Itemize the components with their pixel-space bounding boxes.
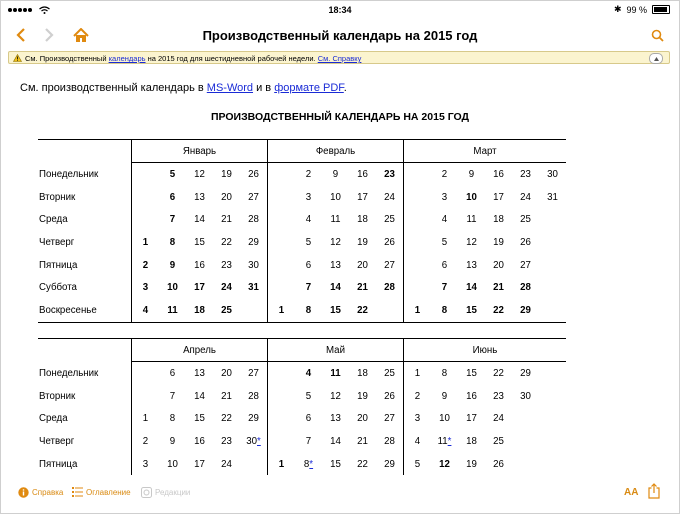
date-cell — [512, 430, 539, 453]
date-cell: 27 — [384, 259, 395, 271]
date-cell: 9 — [441, 390, 448, 402]
date-cell: 12 — [439, 458, 450, 470]
date-cell: 17 — [357, 191, 368, 203]
date-cell: 23 — [384, 168, 395, 180]
date-cell: 6 — [305, 413, 312, 425]
date-cell: 15 — [322, 299, 349, 322]
date-cell: 26 — [520, 236, 531, 248]
help-label: Справка — [32, 488, 64, 497]
date-cell: 22 — [221, 236, 232, 248]
date-cell: 1 — [268, 299, 296, 322]
date-cell: 22 — [493, 367, 504, 379]
date-cell: 25 — [213, 299, 240, 322]
pdf-link[interactable]: формате PDF — [274, 82, 344, 94]
date-cell — [132, 163, 160, 186]
banner-text-2: на 2015 год для шестидневной рабочей недели. — [145, 54, 318, 63]
navigation-bar — [0, 20, 680, 50]
date-cell: 28 — [248, 390, 259, 402]
calendar-row — [38, 362, 566, 385]
date-cell: 3 — [441, 191, 448, 203]
calendar-row — [38, 254, 566, 277]
bottom-toolbar — [0, 479, 680, 505]
month-header: Июнь — [404, 339, 567, 362]
share-icon — [648, 483, 660, 499]
date-cell: 26 — [493, 458, 504, 470]
date-cell: 29 — [248, 236, 259, 248]
clock: 18:34 — [328, 5, 352, 15]
date-cell: 1 — [404, 362, 432, 385]
date-cell: 22 — [485, 299, 512, 322]
date-cell: 21 — [493, 282, 504, 294]
date-cell: 5 — [305, 390, 312, 402]
date-cell: 16 — [194, 259, 205, 271]
date-cell: 6 — [441, 259, 448, 271]
date-cell: 11 — [159, 299, 186, 322]
date-cell: 25 — [384, 214, 395, 226]
date-cell — [512, 453, 539, 476]
editions-icon — [141, 487, 152, 498]
date-cell: 17 — [466, 413, 477, 425]
date-cell: 23 — [520, 168, 531, 180]
date-cell — [539, 208, 566, 231]
date-cell: 16 — [357, 168, 368, 180]
date-cell: 12 — [330, 236, 341, 248]
banner-collapse-button[interactable] — [649, 53, 663, 64]
date-cell — [268, 276, 296, 299]
date-cell: 14 — [466, 282, 477, 294]
date-cell: 24 — [520, 191, 531, 203]
calendar-row — [38, 186, 566, 209]
date-cell: 4 — [441, 214, 448, 226]
date-cell: 3 — [404, 407, 432, 430]
date-cell — [268, 362, 296, 385]
date-cell — [404, 208, 432, 231]
date-cell — [539, 231, 566, 254]
date-cell: 8 — [441, 367, 448, 379]
date-cell: 6 — [169, 191, 176, 203]
search-icon — [651, 29, 664, 42]
calendar-row — [38, 163, 566, 186]
editions-button[interactable] — [141, 487, 190, 498]
date-cell: 19 — [466, 458, 477, 470]
date-cell: 20 — [493, 259, 504, 271]
date-cell — [404, 231, 432, 254]
date-cell: 23 — [221, 259, 232, 271]
date-cell: 5 — [441, 236, 448, 248]
date-cell: 7 — [305, 282, 312, 294]
date-cell: 28 — [248, 214, 259, 226]
date-cell: 15 — [194, 413, 205, 425]
footnote-asterisk-link[interactable]: * — [309, 458, 314, 470]
status-bar — [0, 0, 680, 20]
intro-text-2: и в — [253, 82, 275, 94]
date-cell: 6 — [305, 259, 312, 271]
calendar-row — [38, 276, 566, 299]
banner-help-link[interactable]: См. Справку — [317, 54, 362, 63]
month-header-row — [38, 339, 566, 362]
banner-calendar-link[interactable]: календарь — [108, 54, 146, 63]
date-cell: 5 — [404, 453, 432, 476]
intro-text-3: . — [343, 82, 347, 94]
date-cell: 1 — [132, 407, 160, 430]
footnote-asterisk-link[interactable]: * — [447, 435, 452, 447]
date-cell: 2 — [132, 254, 160, 277]
date-cell: 15 — [458, 299, 485, 322]
bluetooth-icon: ✱ — [613, 4, 622, 14]
date-cell: 11 — [330, 214, 341, 226]
date-cell — [539, 362, 566, 385]
date-cell: 9 — [468, 168, 475, 180]
date-cell: 18 — [186, 299, 213, 322]
date-cell: 23 — [493, 390, 504, 402]
date-cell: 8 — [169, 413, 176, 425]
date-cell: 29 — [384, 458, 395, 470]
date-cell: 8 — [295, 299, 322, 322]
date-cell: 28 — [384, 282, 395, 294]
weekday-label: Четверг — [39, 236, 75, 248]
date-cell: 10 — [330, 191, 341, 203]
date-cell: 10 — [466, 191, 477, 203]
date-cell: 27 — [248, 191, 259, 203]
weekday-label: Суббота — [39, 282, 77, 294]
date-cell — [404, 163, 432, 186]
battery-percent: 99 % — [626, 4, 647, 15]
calendar-row — [38, 453, 566, 476]
date-cell — [512, 407, 539, 430]
date-cell: 31 — [248, 282, 259, 294]
date-cell: 11 — [330, 367, 341, 379]
info-icon — [18, 487, 29, 498]
date-cell — [268, 254, 296, 277]
date-cell: 24 — [384, 191, 395, 203]
date-cell: 18 — [357, 214, 368, 226]
date-cell — [539, 407, 566, 430]
contents-button[interactable] — [72, 487, 131, 497]
month-header-row — [38, 140, 566, 163]
date-cell: 28 — [384, 435, 395, 447]
date-cell: 26 — [384, 236, 395, 248]
month-header: Январь — [132, 140, 268, 163]
date-cell: 13 — [330, 413, 341, 425]
date-cell: 19 — [357, 236, 368, 248]
calendar-table-q1 — [38, 139, 566, 323]
date-cell — [376, 299, 404, 322]
date-cell: 1 — [132, 231, 160, 254]
date-cell: 29 — [520, 367, 531, 379]
day-header-blank — [38, 339, 132, 362]
weekday-label: Понедельник — [39, 168, 99, 180]
date-cell: 27 — [248, 367, 259, 379]
date-cell — [132, 362, 160, 385]
page-title: Производственный календарь на 2015 год — [202, 28, 478, 43]
date-cell: 21 — [221, 390, 232, 402]
date-cell: 4 — [404, 430, 432, 453]
weekday-label: Среда — [39, 214, 68, 226]
date-cell: 16 — [466, 390, 477, 402]
date-cell — [539, 453, 566, 476]
warning-icon — [13, 54, 22, 62]
contents-label: Оглавление — [86, 487, 131, 497]
help-button[interactable] — [18, 487, 63, 498]
date-cell — [268, 407, 296, 430]
date-cell: 11 — [466, 214, 477, 226]
date-cell: 22 — [349, 299, 376, 322]
date-cell: 19 — [221, 168, 232, 180]
weekday-label: Четверг — [39, 435, 75, 447]
banner-text-1: См. Производственный — [25, 54, 109, 63]
date-cell — [539, 385, 566, 408]
date-cell: 15 — [466, 367, 477, 379]
date-cell — [268, 208, 296, 231]
date-cell — [268, 430, 296, 453]
date-cell: 14 — [194, 214, 205, 226]
date-cell: 15 — [330, 458, 341, 470]
date-cell: 30* — [246, 435, 261, 447]
weekday-label: Пятница — [39, 458, 78, 470]
date-cell: 30 — [547, 168, 558, 180]
date-cell: 14 — [194, 390, 205, 402]
day-header-blank — [38, 140, 132, 163]
date-cell: 28 — [520, 282, 531, 294]
date-cell: 7 — [169, 390, 176, 402]
date-cell — [539, 299, 566, 322]
date-cell: 1 — [268, 453, 296, 476]
date-cell: 14 — [330, 282, 341, 294]
date-cell: 24 — [221, 458, 232, 470]
date-cell: 14 — [330, 435, 341, 447]
date-cell: 8* — [303, 458, 314, 470]
calendar-table-q2 — [38, 338, 566, 475]
date-cell — [404, 186, 432, 209]
calendar-row — [38, 299, 566, 322]
date-cell: 31 — [547, 191, 558, 203]
date-cell: 18 — [466, 435, 477, 447]
weekday-label: Воскресенье — [38, 299, 132, 322]
date-cell: 10 — [167, 458, 178, 470]
date-cell: 13 — [194, 191, 205, 203]
date-cell: 1 — [404, 299, 432, 322]
month-header: Май — [268, 339, 404, 362]
date-cell: 3 — [132, 453, 160, 476]
date-cell: 12 — [194, 168, 205, 180]
date-cell: 23 — [221, 435, 232, 447]
date-cell: 30 — [248, 259, 259, 271]
date-cell: 8 — [431, 299, 458, 322]
date-cell — [132, 385, 160, 408]
date-cell — [268, 163, 296, 186]
date-cell: 12 — [466, 236, 477, 248]
date-cell — [268, 231, 296, 254]
date-cell: 11* — [437, 435, 452, 447]
date-cell: 7 — [169, 214, 176, 226]
battery-icon — [652, 5, 670, 14]
date-cell: 15 — [194, 236, 205, 248]
date-cell — [404, 276, 432, 299]
footnote-asterisk-link[interactable]: * — [257, 435, 261, 447]
date-cell: 20 — [221, 191, 232, 203]
date-cell: 19 — [493, 236, 504, 248]
date-cell: 5 — [305, 236, 312, 248]
date-cell: 4 — [305, 214, 312, 226]
share-button[interactable] — [648, 483, 660, 501]
date-cell: 20 — [357, 413, 368, 425]
date-cell: 8 — [169, 236, 176, 248]
date-cell: 12 — [330, 390, 341, 402]
month-header: Март — [404, 140, 567, 163]
weekday-label: Понедельник — [39, 367, 99, 379]
date-cell: 25 — [493, 435, 504, 447]
date-cell: 27 — [520, 259, 531, 271]
date-cell: 19 — [357, 390, 368, 402]
calendar-heading: ПРОИЗВОДСТВЕННЫЙ КАЛЕНДАРЬ НА 2015 ГОД — [210, 111, 470, 123]
weekday-label: Пятница — [39, 259, 78, 271]
date-cell: 16 — [493, 168, 504, 180]
date-cell: 29 — [248, 413, 259, 425]
date-cell: 3 — [132, 276, 160, 299]
msword-link[interactable]: MS-Word — [206, 82, 254, 94]
date-cell: 9 — [169, 259, 176, 271]
calendar-row — [38, 407, 566, 430]
date-cell: 21 — [357, 435, 368, 447]
date-cell: 2 — [441, 168, 448, 180]
date-cell: 26 — [248, 168, 259, 180]
date-cell: 13 — [194, 367, 205, 379]
date-cell: 7 — [441, 282, 448, 294]
date-cell: 6 — [169, 367, 176, 379]
date-cell — [539, 430, 566, 453]
date-cell: 21 — [357, 282, 368, 294]
triangle-up-icon — [654, 57, 659, 61]
date-cell: 17 — [194, 282, 205, 294]
search-button[interactable] — [646, 24, 668, 46]
date-cell: 2 — [305, 168, 312, 180]
date-cell — [240, 453, 268, 476]
date-cell: 25 — [384, 367, 395, 379]
intro-paragraph — [20, 82, 347, 94]
date-cell: 18 — [357, 367, 368, 379]
date-cell — [539, 254, 566, 277]
date-cell: 30 — [520, 390, 531, 402]
date-cell: 25 — [520, 214, 531, 226]
date-cell: 18 — [493, 214, 504, 226]
date-cell: 13 — [466, 259, 477, 271]
date-cell: 5 — [169, 168, 176, 180]
date-cell: 20 — [357, 259, 368, 271]
editions-label: Редакции — [155, 488, 191, 497]
date-cell: 20 — [221, 367, 232, 379]
weekday-label: Вторник — [39, 390, 76, 402]
date-cell — [268, 186, 296, 209]
date-cell: 10 — [167, 282, 178, 294]
date-cell: 27 — [384, 413, 395, 425]
month-header: Февраль — [268, 140, 404, 163]
date-cell: 4 — [132, 299, 160, 322]
date-cell: 24 — [493, 413, 504, 425]
date-cell: 9 — [169, 435, 176, 447]
calendar-row — [38, 208, 566, 231]
calendar-row — [38, 231, 566, 254]
date-cell: 17 — [194, 458, 205, 470]
date-cell: 2 — [404, 385, 432, 408]
date-cell — [132, 208, 160, 231]
date-cell — [539, 276, 566, 299]
date-cell — [404, 254, 432, 277]
date-cell: 7 — [305, 435, 312, 447]
font-size-button[interactable]: AA — [624, 487, 639, 498]
date-cell — [268, 385, 296, 408]
weekday-label: Вторник — [39, 191, 76, 203]
calendar-row — [38, 430, 566, 453]
date-cell: 16 — [194, 435, 205, 447]
calendar-row — [38, 385, 566, 408]
date-cell: 21 — [221, 214, 232, 226]
date-cell: 9 — [332, 168, 339, 180]
date-cell — [240, 299, 268, 322]
date-cell — [132, 186, 160, 209]
list-icon — [72, 487, 83, 497]
weekday-label: Среда — [39, 413, 68, 425]
month-header: Апрель — [132, 339, 268, 362]
date-cell: 2 — [132, 430, 160, 453]
date-cell: 22 — [357, 458, 368, 470]
info-banner — [8, 51, 670, 64]
date-cell: 24 — [221, 282, 232, 294]
date-cell: 4 — [305, 367, 312, 379]
date-cell: 3 — [305, 191, 312, 203]
intro-text-1: См. производственный календарь в — [20, 82, 207, 94]
date-cell: 10 — [439, 413, 450, 425]
date-cell: 26 — [384, 390, 395, 402]
date-cell: 17 — [493, 191, 504, 203]
date-cell: 22 — [221, 413, 232, 425]
date-cell: 29 — [512, 299, 539, 322]
date-cell: 13 — [330, 259, 341, 271]
